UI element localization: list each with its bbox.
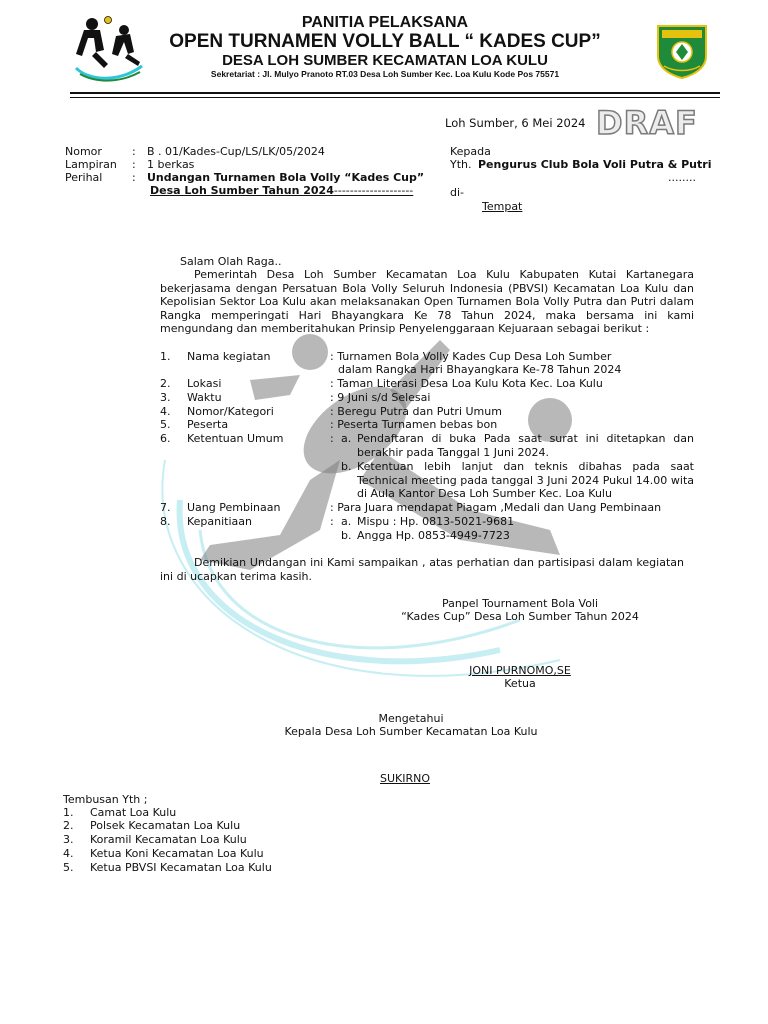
item-label: Uang Pembinaan bbox=[187, 501, 281, 514]
item-label: Peserta bbox=[187, 418, 229, 431]
perihal-line-2-text: Desa Loh Sumber Tahun 2024 bbox=[150, 184, 334, 197]
recipient-name: Pengurus Club Bola Voli Putra & Putri bbox=[478, 158, 712, 171]
tembusan-num: 2. bbox=[63, 819, 74, 832]
item-num: 7. bbox=[160, 501, 171, 514]
lampiran-colon: : bbox=[132, 158, 136, 171]
di-label: di- bbox=[450, 186, 465, 199]
place-date: Loh Sumber, 6 Mei 2024 bbox=[445, 116, 586, 130]
tembusan-item: Ketua PBVSI Kecamatan Loa Kulu bbox=[90, 861, 272, 874]
item-value-cont: dalam Rangka Hari Bhayangkara Ke-78 Tahun 2024 bbox=[338, 363, 622, 376]
item-value: : bbox=[330, 515, 334, 528]
item-label: Nomor/Kategori bbox=[187, 405, 274, 418]
tembusan-num: 3. bbox=[63, 833, 74, 846]
contact-letter: a. bbox=[341, 515, 352, 528]
tembusan-item: Koramil Kecamatan Loa Kulu bbox=[90, 833, 247, 846]
letterhead-title-2: OPEN TURNAMEN VOLLY BALL “ KADES CUP” bbox=[169, 31, 601, 52]
panpel-line-2: “Kades Cup” Desa Loh Sumber Tahun 2024 bbox=[401, 610, 639, 623]
recipient-dots: ........ bbox=[668, 171, 696, 184]
contact-text: Mispu : Hp. 0813-5021-9681 bbox=[357, 515, 515, 528]
item-value: : bbox=[330, 432, 334, 445]
item-value: : Peserta Turnamen bebas bon bbox=[330, 418, 498, 431]
perihal-label: Perihal bbox=[65, 171, 103, 184]
tembusan-item: Ketua Koni Kecamatan Loa Kulu bbox=[90, 847, 264, 860]
perihal-line-2 bbox=[150, 184, 413, 198]
draft-stamp: DRAF bbox=[596, 104, 698, 142]
signer-name: JONI PURNOMO,SE bbox=[469, 664, 571, 677]
perihal-line-1: Undangan Turnamen Bola Volly “Kades Cup” bbox=[147, 171, 425, 184]
item-value: : Turnamen Bola Volly Kades Cup Desa Loh Sumber bbox=[330, 350, 612, 363]
tembusan-num: 5. bbox=[63, 861, 74, 874]
item-value: : Taman Literasi Desa Loa Kulu Kota Kec. Loa Kulu bbox=[330, 377, 603, 390]
item-num: 6. bbox=[160, 432, 171, 445]
village-head-title: Kepala Desa Loh Sumber Kecamatan Loa Kulu bbox=[284, 725, 538, 738]
item-label: Kepanitiaan bbox=[187, 515, 253, 528]
ketentuan-letter: a. bbox=[341, 432, 352, 445]
panpel-line-1: Panpel Tournament Bola Voli bbox=[441, 597, 599, 610]
letterhead-address: Sekretariat : Jl. Mulyo Pranoto RT.03 Desa Loh Sumber Kec. Loa Kulu Kode Pos 75571 bbox=[210, 69, 560, 79]
perihal-dashes: -------------------- bbox=[333, 184, 414, 197]
item-num: 4. bbox=[160, 405, 171, 418]
intro-paragraph: Pemerintah Desa Loh Sumber Kecamatan Loa Kulu Kabupaten Kutai Kartanegara bekerjasama dengan Persatuan Bola Volly Seluruh Indonesia (PBVSI) Kecamatan Loa Kulu dan Kepolisian Sektor Loa Kulu akan melaksanakan Open Turnamen Bola Volly Putra dan Putri dalam Rangka memperingati Hari Bhayangkara Ke 78 Tahun 2024, maka bersama ini kami mengundang dan memberitahukan Prinsip Penyelenggaraan Kejuaraan sebagai berikut : bbox=[160, 268, 694, 335]
item-value: : 9 Juni s/d Selesai bbox=[330, 391, 431, 404]
volleyball-logo bbox=[70, 16, 146, 84]
ketentuan-text: Pendaftaran di buka Pada saat surat ini ditetapkan dan berakhir pada Tanggal 1 Juni 2024. bbox=[357, 432, 694, 459]
contact-letter: b. bbox=[341, 529, 352, 542]
salutation: Salam Olah Raga.. bbox=[180, 255, 282, 268]
item-label: Ketentuan Umum bbox=[187, 432, 284, 445]
letterhead-title-3: DESA LOH SUMBER KECAMATAN LOA KULU bbox=[222, 52, 548, 69]
kepada-label: Kepada bbox=[450, 145, 491, 158]
lampiran-value: 1 berkas bbox=[147, 158, 195, 171]
ketentuan-letter: b. bbox=[341, 460, 352, 473]
item-label: Lokasi bbox=[187, 377, 222, 390]
item-num: 5. bbox=[160, 418, 171, 431]
item-label: Nama kegiatan bbox=[187, 350, 271, 363]
signer-title: Ketua bbox=[504, 677, 536, 690]
ketentuan-text: Ketentuan lebih lanjut dan teknis dibahas pada saat Technical meeting pada tanggal 3 Juni 2024 Pukul 14.00 wita di Aula Kantor Desa Loh Sumber Kec. Loa Kulu bbox=[357, 460, 694, 500]
perihal-colon: : bbox=[132, 171, 136, 184]
closing-paragraph: Demikian Undangan ini Kami sampaikan , atas perhatian dan partisipasi dalam kegiatan ini di ucapkan terima kasih. bbox=[160, 556, 684, 583]
letterhead-title-1: PANITIA PELAKSANA bbox=[301, 14, 469, 31]
nomor-label: Nomor bbox=[65, 145, 102, 158]
item-value: : Para Juara mendapat Piagam ,Medali dan Uang Pembinaan bbox=[330, 501, 662, 514]
item-num: 2. bbox=[160, 377, 171, 390]
tembusan-item: Camat Loa Kulu bbox=[90, 806, 177, 819]
tembusan-num: 4. bbox=[63, 847, 74, 860]
regency-emblem-icon bbox=[652, 20, 712, 80]
lampiran-label: Lampiran bbox=[65, 158, 117, 171]
item-num: 3. bbox=[160, 391, 171, 404]
yth-label: Yth. bbox=[450, 158, 472, 171]
tempat-label: Tempat bbox=[482, 200, 523, 213]
item-label: Waktu bbox=[187, 391, 222, 404]
tembusan-title: Tembusan Yth ; bbox=[63, 793, 148, 806]
mengetahui-label: Mengetahui bbox=[378, 712, 444, 725]
tembusan-num: 1. bbox=[63, 806, 74, 819]
village-head-name: SUKIRNO bbox=[379, 772, 431, 785]
item-value: : Beregu Putra dan Putri Umum bbox=[330, 405, 502, 418]
contact-text: Angga Hp. 0853-4949-7723 bbox=[357, 529, 510, 542]
item-num: 1. bbox=[160, 350, 171, 363]
nomor-colon: : bbox=[132, 145, 136, 158]
tembusan-item: Polsek Kecamatan Loa Kulu bbox=[90, 819, 241, 832]
header-divider bbox=[70, 92, 720, 98]
item-num: 8. bbox=[160, 515, 171, 528]
nomor-value: B . 01/Kades-Cup/LS/LK/05/2024 bbox=[147, 145, 325, 158]
